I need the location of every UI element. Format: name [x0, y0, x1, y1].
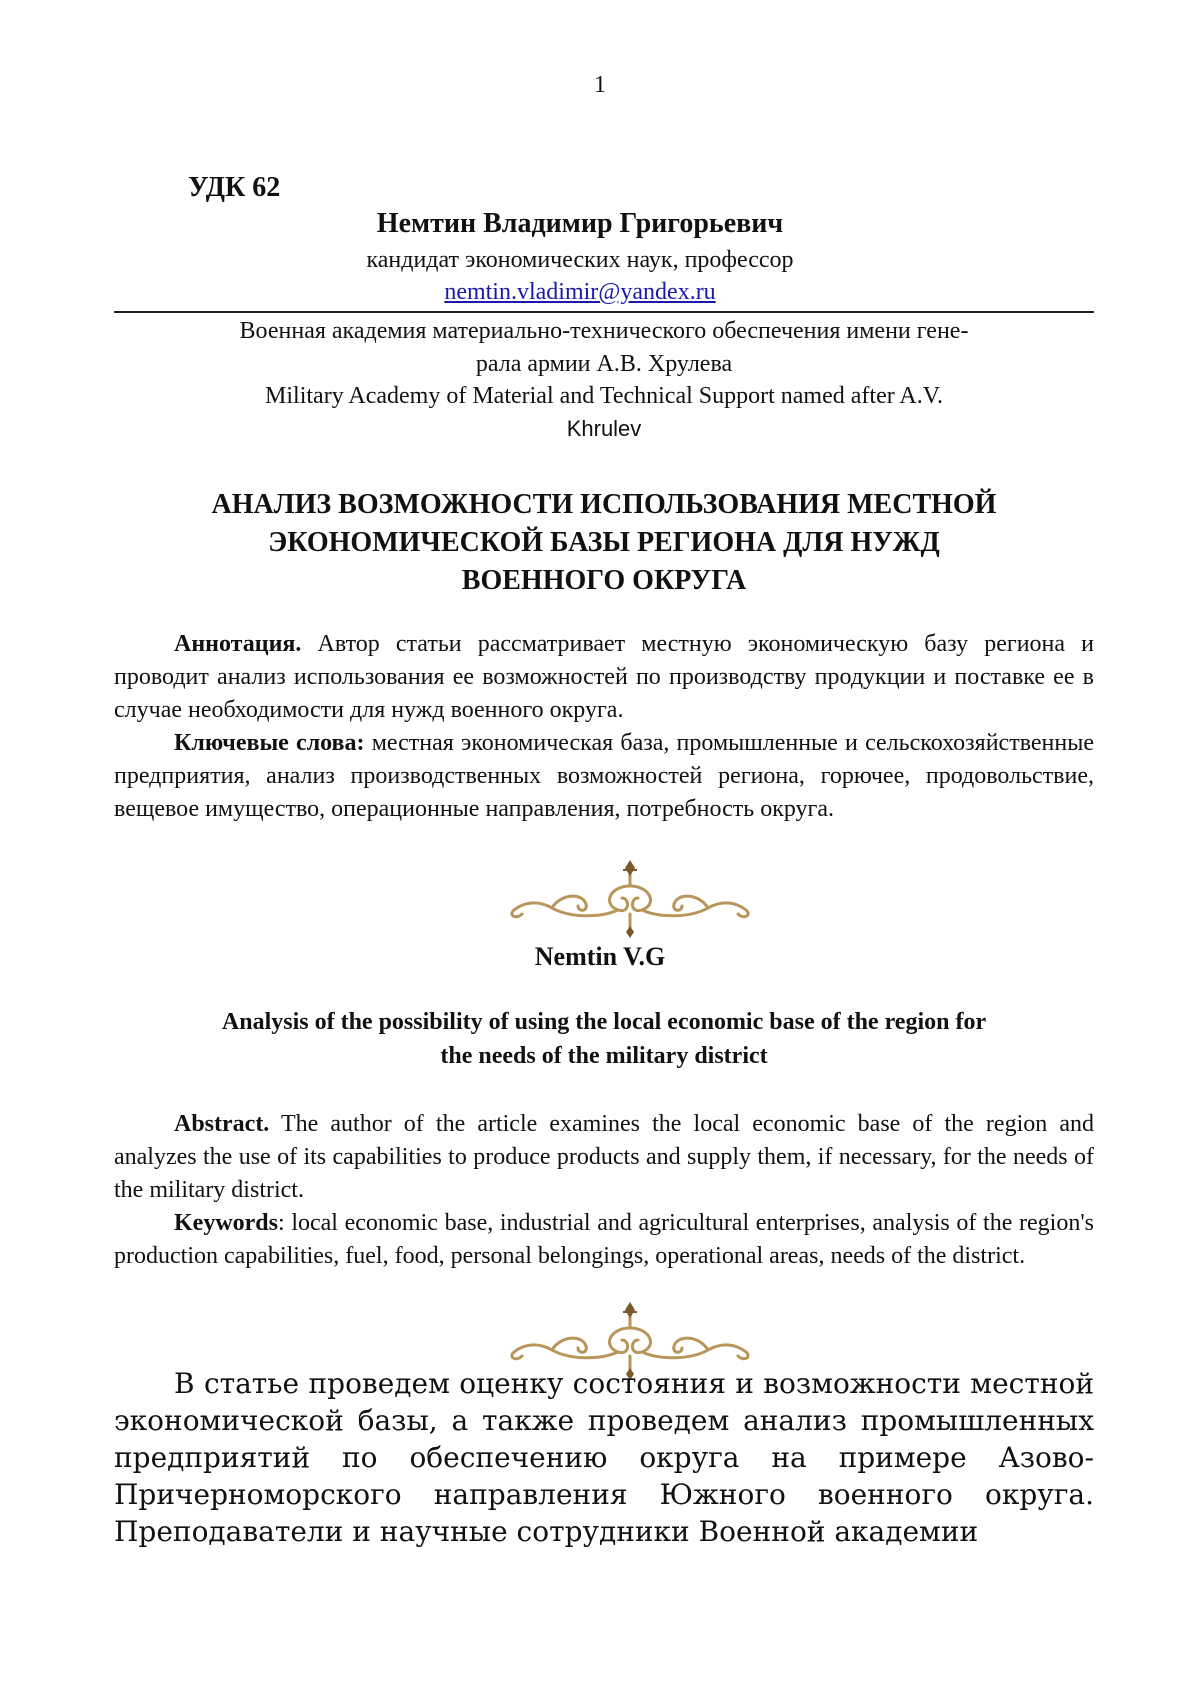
keywords-en-text: : local economic base, industrial and agricultural enterprises, analysis of the region's production capabilities, fuel, food, personal belongings, operational areas, needs of the district.	[114, 1210, 1094, 1269]
article-title-ru	[114, 486, 1094, 600]
title-ru-line1: АНАЛИЗ ВОЗМОЖНОСТИ ИСПОЛЬЗОВАНИЯ МЕСТНОЙ	[211, 489, 997, 520]
title-ru-line3: ВОЕННОГО ОКРУГА	[461, 565, 747, 596]
header-divider	[114, 311, 1094, 313]
abstract-ru-text: Автор статьи рассматривает местную экономическую базу региона и проводит анализ использования ее возможностей по производству продукции и поставке ее в случае необходимости для нужд военного округа.	[114, 631, 1094, 723]
keywords-en-label: Keywords	[174, 1210, 278, 1236]
keywords-ru-label: Ключевые слова:	[174, 730, 365, 756]
author-name-en: Nemtin V.G	[534, 942, 666, 971]
title-en-line1: Analysis of the possibility of using the local economic base of the region for	[221, 1009, 987, 1035]
affiliation-ru-line2: рала армии А.В. Хрулева	[475, 351, 733, 377]
udc-code: УДК 62	[188, 172, 281, 203]
abstract-en-text: The author of the article examines the local economic base of the region and analyzes the use of its capabilities to produce products and supply them, if necessary, for the needs of the military district.	[114, 1111, 1094, 1203]
abstract-ru	[114, 628, 1094, 727]
keywords-ru-text: местная экономическая база, промышленные и сельскохозяйственные предприятия, анализ производственных возможностей региона, горючее, продовольствие, вещевое имущество, операционные направления, потребность округа.	[114, 730, 1094, 822]
author-degree: кандидат экономических наук, профессор	[366, 247, 794, 273]
article-title-en	[114, 1005, 1094, 1073]
keywords-ru	[114, 727, 1094, 826]
affiliation-en-line2: Khrulev	[566, 416, 642, 441]
title-en-line2: the needs of the military district	[440, 1043, 768, 1069]
ornament-divider-icon	[490, 858, 770, 938]
affiliation-ru-line1: Военная академия материально-технического обеспечения имени гене-	[239, 318, 969, 344]
author-name: Немтин Владимир Григорьевич	[376, 208, 784, 239]
affiliation-en-line1: Military Academy of Material and Technical Support named after A.V.	[265, 383, 943, 409]
abstract-ru-label: Аннотация.	[174, 631, 302, 657]
abstract-en	[114, 1108, 1094, 1207]
title-ru-line2: ЭКОНОМИЧЕСКОЙ БАЗЫ РЕГИОНА ДЛЯ НУЖД	[268, 527, 940, 558]
page-number: 1	[594, 72, 606, 98]
keywords-en	[114, 1207, 1094, 1273]
body-paragraph: В статье проведем оценку состояния и возможности местной экономической базы, а также проведем анализ промышленных предприятий по обеспечению округа на примере Азово-Причерноморского направления Южного военного округа. Преподаватели и научные сотрудники Военной академии	[114, 1367, 1094, 1548]
abstract-en-label: Abstract.	[174, 1111, 270, 1137]
author-email-link[interactable]: nemtin.vladimir@yandex.ru	[444, 279, 716, 305]
